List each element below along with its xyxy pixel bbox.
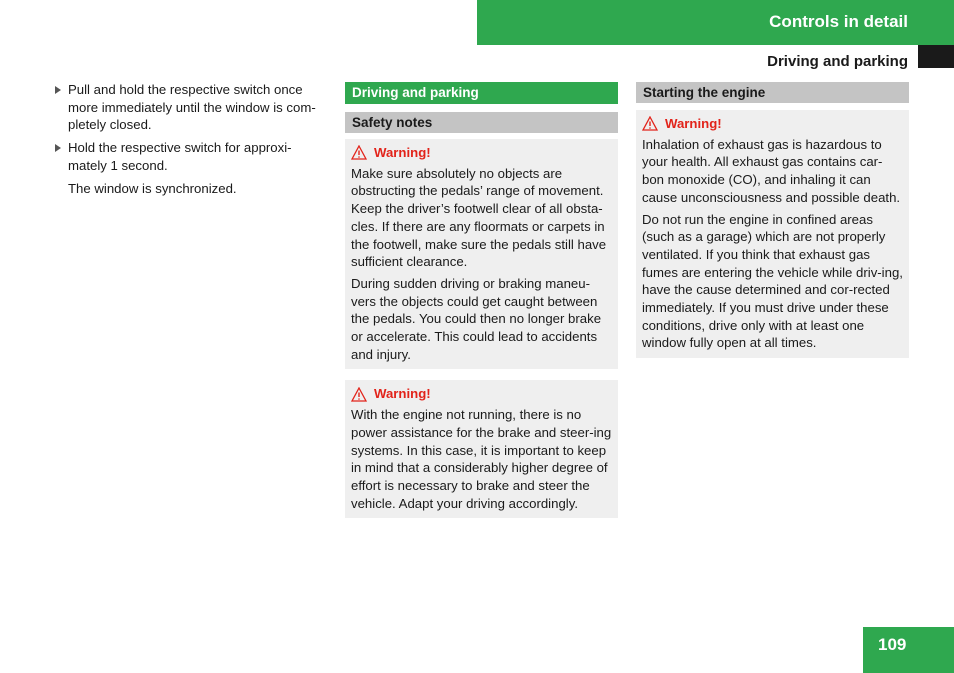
warning-box [345,380,618,518]
warning-title: Warning! [665,116,722,131]
triangle-bullet-icon [55,144,61,152]
section-heading: Driving and parking [345,82,618,104]
warning-box [636,110,909,358]
right-column [636,82,909,358]
page-number: 109 [878,635,907,654]
instruction-step [55,81,330,134]
warning-paragraph: Inhalation of exhaust gas is hazardous to your health. All exhaust gas contains car-bon monoxide (CO), and inhaling it can cause unconsciousness and possible death. [642,136,901,205]
warning-header [642,115,903,133]
warning-box [345,139,618,369]
triangle-bullet-icon [55,86,61,94]
result-text: The window is synchronized. [68,180,237,196]
middle-column [345,82,618,518]
warning-paragraph: Do not run the engine in confined areas (such as a garage) which are not properly ventilated. If you think that exhaust gas fumes are entering the vehicle while driv-ing, have the cause determined and cor-rected immediately. If you must drive under these conditions, drive only with at least one window fully open at all times. [642,211,903,351]
warning-title: Warning! [374,145,431,160]
warning-triangle-icon [351,145,367,160]
instruction-step [55,139,330,174]
left-column [55,81,330,197]
warning-title: Warning! [374,386,431,402]
subsection-heading: Starting the engine [636,82,909,103]
warning-header [351,144,612,162]
warning-paragraph: With the engine not running, there is no power assistance for the brake and steer-ing systems. In this case, it is important to keep in mind that a considerably higher degree of effort is necessary to brake and steer the vehicle. Adapt your driving accordingly. [351,407,612,511]
subsection-heading: Safety notes [345,112,618,133]
section-subtitle: Driving and parking [767,53,908,70]
instruction-text: Pull and hold the respective switch once more immediately until the window is com-pletely closed. [68,82,316,133]
warning-paragraph: During sudden driving or braking maneu-vers the objects could get caught between the pedals. You could then no longer brake or accelerate. This could lead to accidents and injury. [351,275,602,362]
page-number-box [863,627,954,673]
chapter-header-bar [477,0,954,45]
section-marker-tab [918,45,954,68]
warning-triangle-icon [642,116,658,131]
warning-triangle-icon [351,387,367,402]
warning-paragraph: Make sure absolutely no objects are obstructing the pedals’ range of movement. Keep the driver’s footwell clear of all obsta-cles. If there are any floormats or carpets in the footwell, make sure the pedals still have sufficient clearance. [351,165,607,270]
chapter-title: Controls in detail [769,12,908,31]
instruction-text: Hold the respective switch for approxi-mately 1 second. [68,140,292,173]
warning-header [351,385,612,403]
